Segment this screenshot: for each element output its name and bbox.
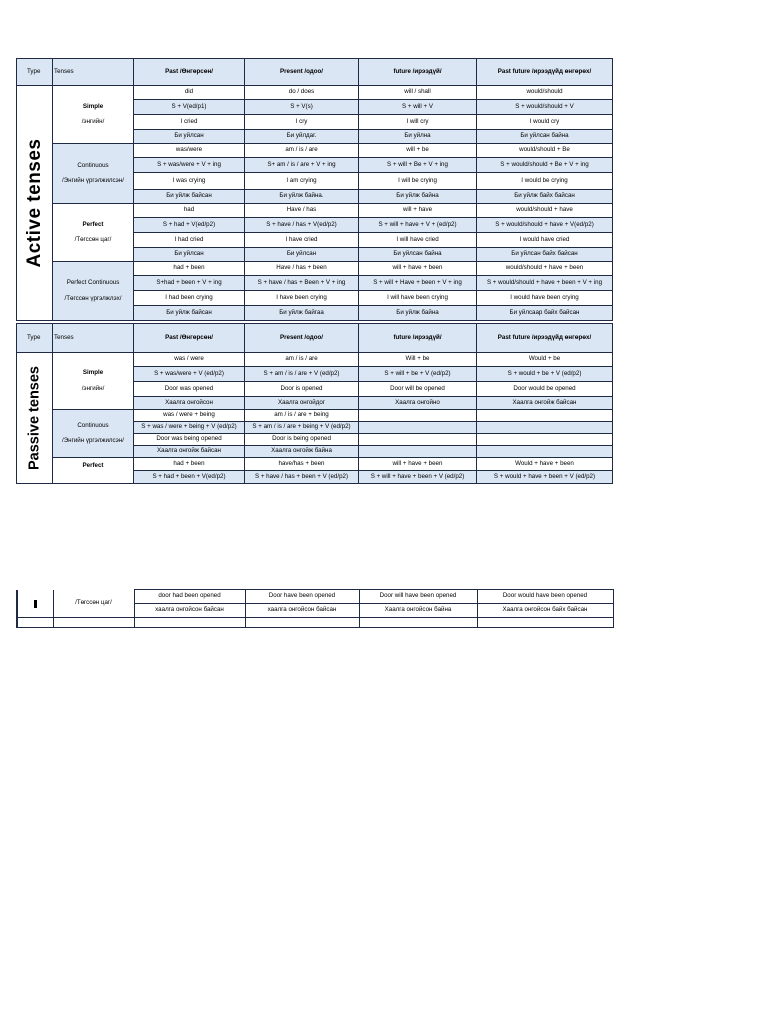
header-present: Present /одоо/ bbox=[245, 59, 359, 86]
empty-cell bbox=[17, 618, 53, 628]
cell-past: S + was/were + V + ing bbox=[134, 158, 245, 173]
group-name-cell bbox=[53, 144, 134, 204]
cell-present: Би уйлж байна. bbox=[245, 190, 359, 204]
table-row bbox=[17, 144, 613, 158]
empty-cell bbox=[477, 618, 613, 628]
cell-past-future: Би уйлсаар байх байсан bbox=[477, 306, 613, 321]
header-type: Type bbox=[17, 59, 53, 86]
cell-present: am / is / are bbox=[245, 144, 359, 158]
header-present: Present /одоо/ bbox=[245, 324, 359, 353]
cell-present: Door is being opened bbox=[245, 434, 359, 446]
cell-past: did bbox=[134, 86, 245, 100]
table-row bbox=[17, 86, 613, 100]
cell-past-future: S + would/should + have + been + V + ing bbox=[477, 276, 613, 291]
header-tenses: Tenses bbox=[53, 59, 134, 86]
cell-future: will + have + been bbox=[359, 262, 477, 276]
header-future: future /ирээдүй/ bbox=[359, 324, 477, 353]
cell-past: S + was/were + V (ed/p2) bbox=[134, 367, 245, 382]
cell-future bbox=[359, 446, 477, 458]
cell-future: will + have + been bbox=[359, 458, 477, 471]
cell-past: was / were bbox=[134, 353, 245, 367]
cell-future: I will have been crying bbox=[359, 291, 477, 306]
cell-present: Door is opened bbox=[245, 382, 359, 397]
cell-future: Би уйлж байна bbox=[359, 306, 477, 321]
cell-future: Би уйлсан байна bbox=[359, 248, 477, 262]
cell-past-future: I would cry bbox=[477, 115, 613, 130]
cell-past-future: I would have been crying bbox=[477, 291, 613, 306]
group-name: Continuous bbox=[77, 161, 109, 169]
group-name-cell bbox=[53, 353, 134, 410]
cell-past: had + been bbox=[134, 458, 245, 471]
cell-past: Хаалга онгойсон bbox=[134, 397, 245, 410]
cell-present: Хаалга онгойж байна bbox=[245, 446, 359, 458]
cell-present: S + have / has + been + V (ed/p2) bbox=[245, 471, 359, 484]
cell-present: am / is / are + being bbox=[245, 410, 359, 422]
empty-cell bbox=[359, 618, 477, 628]
cell-past-future: Би уйлсан байна bbox=[477, 130, 613, 144]
cell-past-future: Би уйлсан байх байсан bbox=[477, 248, 613, 262]
header-past: Past /Өнгөрсөн/ bbox=[134, 59, 245, 86]
passive-tenses-table bbox=[16, 323, 612, 484]
header-row bbox=[17, 59, 613, 86]
group-name-cell bbox=[53, 86, 134, 144]
group-name: Perfect bbox=[82, 220, 104, 228]
header-type: Type bbox=[17, 324, 53, 353]
group-sub: /Төгссөн цаг/ bbox=[74, 236, 112, 243]
cell-past-future: would/should bbox=[477, 86, 613, 100]
cell-past: Би уйлсан bbox=[134, 248, 245, 262]
cell-present: Би уйлсан bbox=[245, 248, 359, 262]
cell-past: I was crying bbox=[134, 173, 245, 190]
header-past-future: Past future /ирээдүйд өнгөрөх/ bbox=[477, 324, 613, 353]
group-name: Continuous bbox=[77, 421, 109, 429]
cell-past-future bbox=[477, 434, 613, 446]
cell-future: Хаалга онгойсон байна bbox=[359, 604, 477, 618]
cell-present: S + V(s) bbox=[245, 100, 359, 115]
group-name-cell bbox=[53, 262, 134, 321]
cell-future: will + be bbox=[359, 144, 477, 158]
empty-cell bbox=[245, 618, 359, 628]
cell-present: Би уйлдаг. bbox=[245, 130, 359, 144]
cell-present: Have / has + been bbox=[245, 262, 359, 276]
cell-present: Have / has bbox=[245, 204, 359, 218]
cell-past-future: would/should + have + been bbox=[477, 262, 613, 276]
cell-past-future: S + would + have + been + V (ed/p2) bbox=[477, 471, 613, 484]
cell-present: do / does bbox=[245, 86, 359, 100]
cell-past-future: S + would + be + V (ed/p2) bbox=[477, 367, 613, 382]
cell-past: was/were bbox=[134, 144, 245, 158]
cell-present: I cry bbox=[245, 115, 359, 130]
cell-past: S+had + been + V + ing bbox=[134, 276, 245, 291]
cell-past: Door was opened bbox=[134, 382, 245, 397]
cell-past: I cried bbox=[134, 115, 245, 130]
cell-past-future: would/should + have bbox=[477, 204, 613, 218]
group-sub: /Энгийн үргэлжилсэн/ bbox=[62, 177, 124, 184]
cell-future: I will cry bbox=[359, 115, 477, 130]
cell-past: Би уйлж байсан bbox=[134, 306, 245, 321]
group-name-cell bbox=[53, 458, 134, 484]
header-past-future: Past future /ирээдүйд өнгөрөх/ bbox=[477, 59, 613, 86]
group-sub: /Энгийн үргэлжилсэн/ bbox=[62, 437, 124, 444]
cell-present: I have cried bbox=[245, 233, 359, 248]
table-row bbox=[17, 458, 613, 471]
header-past: Past /Өнгөрсөн/ bbox=[134, 324, 245, 353]
cell-past-future bbox=[477, 422, 613, 434]
cell-present: хаалга онгойсон байсан bbox=[245, 604, 359, 618]
cell-past: Хаалга онгойж байсан bbox=[134, 446, 245, 458]
cell-past: was / were + being bbox=[134, 410, 245, 422]
cell-past-future: Door would be opened bbox=[477, 382, 613, 397]
cell-future bbox=[359, 434, 477, 446]
cell-present: I am crying bbox=[245, 173, 359, 190]
cell-present: S + am / is / are + being + V (ed/p2) bbox=[245, 422, 359, 434]
cell-future: I will have cried bbox=[359, 233, 477, 248]
cell-past: Би уйлсан bbox=[134, 130, 245, 144]
group-sub: /энгийн/ bbox=[81, 384, 105, 392]
cell-past: Би уйлж байсан bbox=[134, 190, 245, 204]
table-row bbox=[17, 262, 613, 276]
cell-past-future: S + would/should + have + V(ed/p2) bbox=[477, 218, 613, 233]
group-name-cell bbox=[53, 410, 134, 458]
cell-past-future: S + would/should + Be + V + ing bbox=[477, 158, 613, 173]
cell-future: will + have bbox=[359, 204, 477, 218]
section-label-cell bbox=[17, 86, 53, 321]
cell-future: S + will + V bbox=[359, 100, 477, 115]
header-future: future /ирээдүй/ bbox=[359, 59, 477, 86]
cell-future bbox=[359, 410, 477, 422]
cell-present: Door have been opened bbox=[245, 590, 359, 604]
cell-past-future: I would be crying bbox=[477, 173, 613, 190]
empty-cell bbox=[134, 618, 245, 628]
cell-future bbox=[359, 422, 477, 434]
section-label-fragment bbox=[17, 590, 53, 618]
cell-past: хаалга онгойсон байсан bbox=[134, 604, 245, 618]
cell-past: had bbox=[134, 204, 245, 218]
cell-future: S + will + have + been + V (ed/p2) bbox=[359, 471, 477, 484]
cell-past: I had been crying bbox=[134, 291, 245, 306]
cell-past: Door was being opened bbox=[134, 434, 245, 446]
cell-past-future: Would + have + been bbox=[477, 458, 613, 471]
cell-past: I had cried bbox=[134, 233, 245, 248]
passive-label-fragment-mark bbox=[34, 600, 37, 608]
cell-past: S + had + V(ed/p2) bbox=[134, 218, 245, 233]
cell-present: Хаалга онгойдог bbox=[245, 397, 359, 410]
table-row bbox=[17, 410, 613, 422]
cell-future: S + will + Be + V + ing bbox=[359, 158, 477, 173]
group-name: Perfect Continuous bbox=[66, 279, 120, 286]
cell-past-future: Door would have been opened bbox=[477, 590, 613, 604]
cell-past-future bbox=[477, 410, 613, 422]
cell-present: S + am / is / are + V (ed/p2) bbox=[245, 367, 359, 382]
cell-past-future: S + would/should + V bbox=[477, 100, 613, 115]
cell-past: S + V(ed/p1) bbox=[134, 100, 245, 115]
passive-perfect-continuation bbox=[16, 589, 612, 628]
cell-present: S + have / has + V(ed/p2) bbox=[245, 218, 359, 233]
group-sub: /Төгссөн үргэлжлэх/ bbox=[64, 294, 122, 302]
group-name: Simple bbox=[82, 369, 104, 376]
cell-past-future: would/should + Be bbox=[477, 144, 613, 158]
cell-present: am / is / are bbox=[245, 353, 359, 367]
cell-present: I have been crying bbox=[245, 291, 359, 306]
cell-past: door had been opened bbox=[134, 590, 245, 604]
cell-future: Door will be opened bbox=[359, 382, 477, 397]
cell-present: Би уйлж байгаа bbox=[245, 306, 359, 321]
cell-future: S + will + be + V (ed/p2) bbox=[359, 367, 477, 382]
cell-future: Will + be bbox=[359, 353, 477, 367]
group-name: Perfect bbox=[82, 461, 104, 469]
table-row bbox=[17, 204, 613, 218]
cell-future: will / shall bbox=[359, 86, 477, 100]
cell-future: Би уйлж байна bbox=[359, 190, 477, 204]
cell-future: Хаалга онгойно bbox=[359, 397, 477, 410]
empty-cell bbox=[53, 618, 134, 628]
group-name-cell bbox=[53, 204, 134, 262]
cell-future: Би уйлна bbox=[359, 130, 477, 144]
cell-present: S+ am / is / are + V + ing bbox=[245, 158, 359, 173]
section-label: Active tenses bbox=[23, 138, 45, 268]
cell-present: S + have / has + Been + V + ing bbox=[245, 276, 359, 291]
cell-future: S + will + have + V + (ed/p2) bbox=[359, 218, 477, 233]
cell-future: I will be crying bbox=[359, 173, 477, 190]
header-tenses: Tenses bbox=[53, 324, 134, 353]
cell-future: S + will + Have + been + V + ing bbox=[359, 276, 477, 291]
cell-past: S + had + been + V(ed/p2) bbox=[134, 471, 245, 484]
cell-past-future: Хаалга онгойсон байх байсан bbox=[477, 604, 613, 618]
cell-past-future bbox=[477, 446, 613, 458]
cell-past-future: Хаалга онгойж байсан bbox=[477, 397, 613, 410]
header-row bbox=[17, 324, 613, 353]
cell-future: Door will have been opened bbox=[359, 590, 477, 604]
group-name: Simple bbox=[82, 102, 104, 110]
group-sub: /энгийн/ bbox=[81, 118, 105, 125]
cell-past-future: Би уйлж байх байсан bbox=[477, 190, 613, 204]
cell-past-future: I would have cried bbox=[477, 233, 613, 248]
section-label-cell bbox=[17, 353, 53, 484]
active-tenses-table bbox=[16, 58, 612, 321]
cell-past: S + was / were + being + V (ed/p2) bbox=[134, 422, 245, 434]
group-sub: /Төгссөн цаг/ bbox=[53, 590, 134, 618]
section-label: Passive tenses bbox=[25, 366, 42, 470]
table-row bbox=[17, 353, 613, 367]
cell-past-future: Would + be bbox=[477, 353, 613, 367]
cell-past: had + been bbox=[134, 262, 245, 276]
cell-present: have/has + been bbox=[245, 458, 359, 471]
